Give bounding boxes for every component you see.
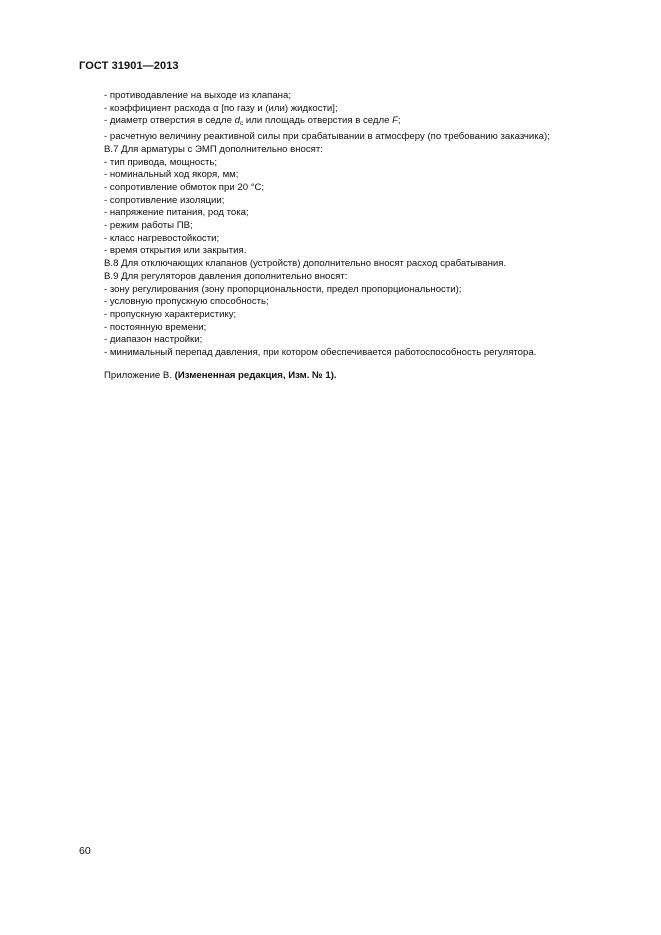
text-span: [по газу и (или) жидкости]; xyxy=(218,102,338,114)
list-item-seat-diameter xyxy=(104,115,624,131)
alpha-symbol: α xyxy=(212,102,219,114)
list-item-time-constant: - постоянную времени; xyxy=(104,321,207,333)
list-item-heat-class: - класс нагревостойкости; xyxy=(104,232,220,244)
list-item-duty-mode: - режим работы ПВ; xyxy=(104,220,193,232)
text-span: или площадь отверстия в седле xyxy=(243,115,393,127)
list-item-min-pressure-drop: - минимальный перепад давления, при котором обеспечивается работоспособность регулятора. xyxy=(104,347,537,359)
list-item-opening-time: - время открытия или закрытия. xyxy=(104,245,247,257)
section-b8-paragraph: В.8 Для отключающих клапанов (устройств) дополнительно вносят расход срабатывания. xyxy=(104,258,507,270)
page-number: 60 xyxy=(79,845,91,857)
d-symbol: d xyxy=(234,115,240,127)
appendix-prefix: Приложение В. xyxy=(104,370,175,381)
document-body xyxy=(104,90,624,360)
list-item-setting-range: - диапазон настройки; xyxy=(104,334,203,346)
list-item-reactive-force: - расчетную величину реактивной силы при срабатывании в атмосферу (по требованию заказчика); xyxy=(104,131,550,143)
section-b7-heading: В.7 Для арматуры с ЭМП дополнительно вносят: xyxy=(104,143,323,155)
list-item-supply-voltage: - напряжение питания, род тока; xyxy=(104,207,249,219)
appendix-note xyxy=(104,370,337,381)
list-item-armature-travel: - номинальный ход якоря, мм; xyxy=(104,169,239,181)
list-item-winding-resistance: - сопротивление обмоток при 20 °С; xyxy=(104,181,265,193)
text-span: ; xyxy=(397,115,401,127)
c-subscript: с xyxy=(239,120,244,128)
list-item-flow-coefficient xyxy=(104,103,624,116)
list-item-drive-type: - тип привода, мощность; xyxy=(104,156,218,168)
list-item-flow-capacity: - условную пропускную способность; xyxy=(104,296,269,308)
list-item-flow-characteristic: - пропускную характеристику; xyxy=(104,308,237,320)
list-item-regulation-zone: - зону регулирования (зону пропорциональности, предел пропорциональности); xyxy=(104,283,462,295)
section-b9-heading: В.9 Для регуляторов давления дополнительно вносят: xyxy=(104,270,348,282)
amendment-note: (Измененная редакция, Изм. № 1). xyxy=(174,370,337,381)
text-span: - коэффициент расхода xyxy=(104,102,213,114)
text-span: - диаметр отверстия в седле xyxy=(104,115,235,127)
list-item-backpressure: - противодавление на выходе из клапана; xyxy=(104,90,291,101)
list-item-insulation-resistance: - сопротивление изоляции; xyxy=(104,194,225,206)
document-header-title: ГОСТ 31901—2013 xyxy=(79,60,179,72)
f-symbol: F xyxy=(392,115,398,127)
